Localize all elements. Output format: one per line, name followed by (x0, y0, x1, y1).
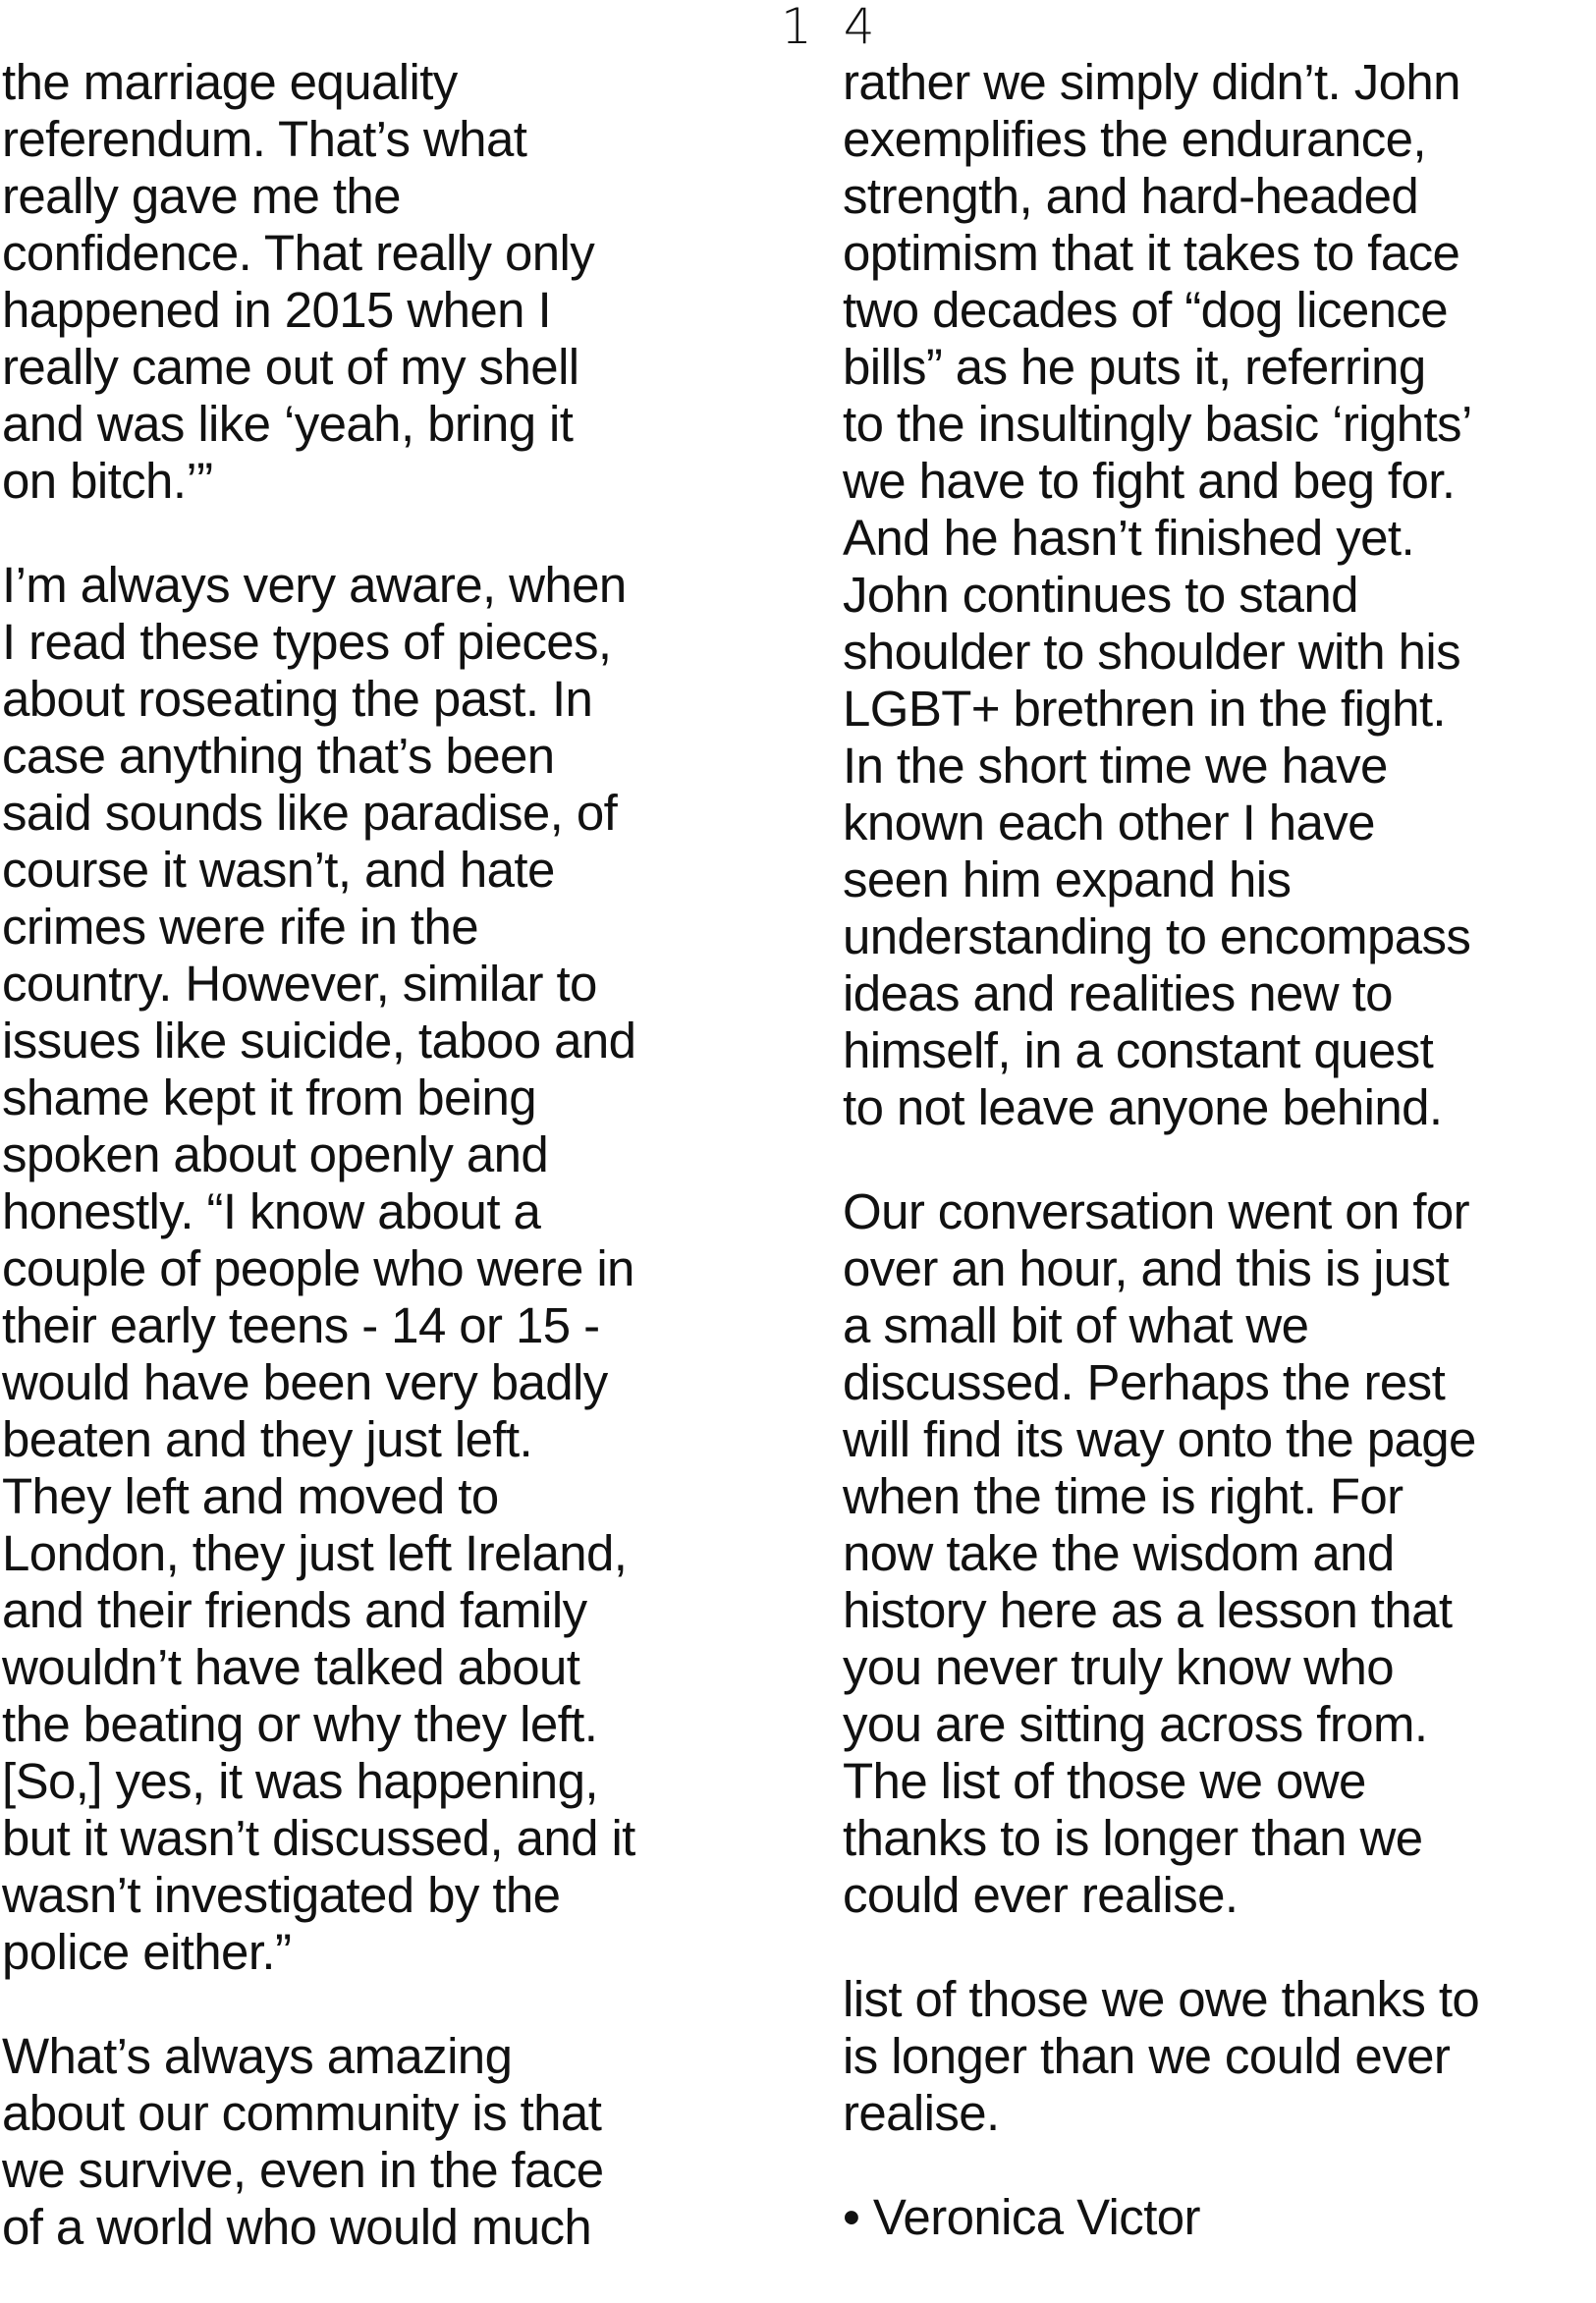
text-line: of a world who would much (2, 2199, 592, 2255)
text-line: They left and moved to (2, 1468, 499, 1524)
text-line: I read these types of pieces, (2, 614, 612, 670)
text-line: to the insultingly basic ‘rights’ (843, 396, 1472, 452)
text-line: referendum. That’s what (2, 111, 527, 167)
text-line: issues like suicide, taboo and (2, 1013, 636, 1069)
text-line: will find its way onto the page (843, 1411, 1476, 1467)
text-line: strength, and hard-headed (843, 168, 1419, 224)
text-line: In the short time we have (843, 738, 1388, 794)
text-line: wouldn’t have talked about (2, 1639, 580, 1695)
text-line: on bitch.’” (2, 453, 213, 509)
text-line: exemplifies the endurance, (843, 111, 1426, 167)
text-line: said sounds like paradise, of (2, 785, 618, 841)
text-line: spoken about openly and (2, 1126, 549, 1182)
text-line: rather we simply didn’t. John (843, 54, 1460, 110)
text-line: over an hour, and this is just (843, 1240, 1450, 1296)
text-line: thanks to is longer than we (843, 1810, 1423, 1866)
text-line: list of those we owe thanks to (843, 1971, 1480, 2027)
paragraph (843, 54, 1596, 1136)
text-line: is longer than we could ever (843, 2028, 1451, 2084)
text-line: discussed. Perhaps the rest (843, 1354, 1446, 1410)
text-line: couple of people who were in (2, 1240, 634, 1296)
text-line: we survive, even in the face (2, 2142, 604, 2198)
text-line: case anything that’s been (2, 728, 555, 784)
author-byline: • Veronica Victor (843, 2189, 1200, 2245)
text-line: happened in 2015 when I (2, 282, 552, 338)
text-line: shoulder to shoulder with his (843, 624, 1460, 680)
text-line: LGBT+ brethren in the fight. (843, 681, 1446, 737)
text-line: history here as a lesson that (843, 1582, 1453, 1638)
text-line: [So,] yes, it was happening, (2, 1753, 598, 1809)
text-line: now take the wisdom and (843, 1525, 1395, 1581)
text-line: The list of those we owe (843, 1753, 1366, 1809)
text-line: ideas and realities new to (843, 965, 1393, 1021)
text-line: Our conversation went on for (843, 1183, 1470, 1239)
text-line: I’m always very aware, when (2, 557, 627, 613)
paragraph (2, 54, 758, 510)
text-line: you are sitting across from. (843, 1696, 1428, 1752)
text-line: What’s always amazing (2, 2028, 513, 2084)
text-line: understanding to encompass (843, 908, 1471, 964)
right-column (843, 54, 1596, 2293)
text-line: and was like ‘yeah, bring it (2, 396, 574, 452)
left-column (2, 54, 758, 2303)
page-number: 1 4 (781, 0, 883, 55)
text-line: police either.” (2, 1924, 292, 1980)
text-line: confidence. That really only (2, 225, 595, 281)
text-line: could ever realise. (843, 1867, 1238, 1923)
text-line: and their friends and family (2, 1582, 587, 1638)
text-line: but it wasn’t discussed, and it (2, 1810, 635, 1866)
text-line: John continues to stand (843, 567, 1358, 623)
text-line: the beating or why they left. (2, 1696, 598, 1752)
paragraph (2, 2028, 758, 2256)
text-line: beaten and they just left. (2, 1411, 533, 1467)
text-line: when the time is right. For (843, 1468, 1403, 1524)
text-line: known each other I have (843, 795, 1375, 850)
text-line: a small bit of what we (843, 1297, 1309, 1353)
text-line: country. However, similar to (2, 956, 597, 1012)
text-line: seen him expand his (843, 851, 1292, 907)
text-line: course it wasn’t, and hate (2, 842, 555, 898)
text-line: optimism that it takes to face (843, 225, 1460, 281)
text-line: to not leave anyone behind. (843, 1079, 1443, 1135)
text-line: about our community is that (2, 2085, 602, 2141)
text-line: himself, in a constant quest (843, 1022, 1434, 1078)
text-line: their early teens - 14 or 15 - (2, 1297, 600, 1353)
text-line: crimes were rife in the (2, 899, 479, 955)
text-line: really came out of my shell (2, 339, 579, 395)
text-line: really gave me the (2, 168, 401, 224)
text-line: wasn’t investigated by the (2, 1867, 561, 1923)
text-line: we have to fight and beg for. (843, 453, 1456, 509)
text-line: about roseating the past. In (2, 671, 593, 727)
text-line: And he hasn’t finished yet. (843, 510, 1415, 566)
text-line: you never truly know who (843, 1639, 1395, 1695)
byline (843, 2189, 1596, 2246)
text-line: the marriage equality (2, 54, 458, 110)
text-line: shame kept it from being (2, 1069, 537, 1125)
text-line: London, they just left Ireland, (2, 1525, 628, 1581)
text-line: two decades of “dog licence (843, 282, 1449, 338)
text-line: realise. (843, 2085, 1000, 2141)
paragraph (843, 1183, 1596, 1924)
text-line: would have been very badly (2, 1354, 608, 1410)
text-line: bills” as he puts it, referring (843, 339, 1426, 395)
text-line: honestly. “I know about a (2, 1183, 541, 1239)
paragraph (843, 1971, 1596, 2142)
paragraph (2, 557, 758, 1981)
